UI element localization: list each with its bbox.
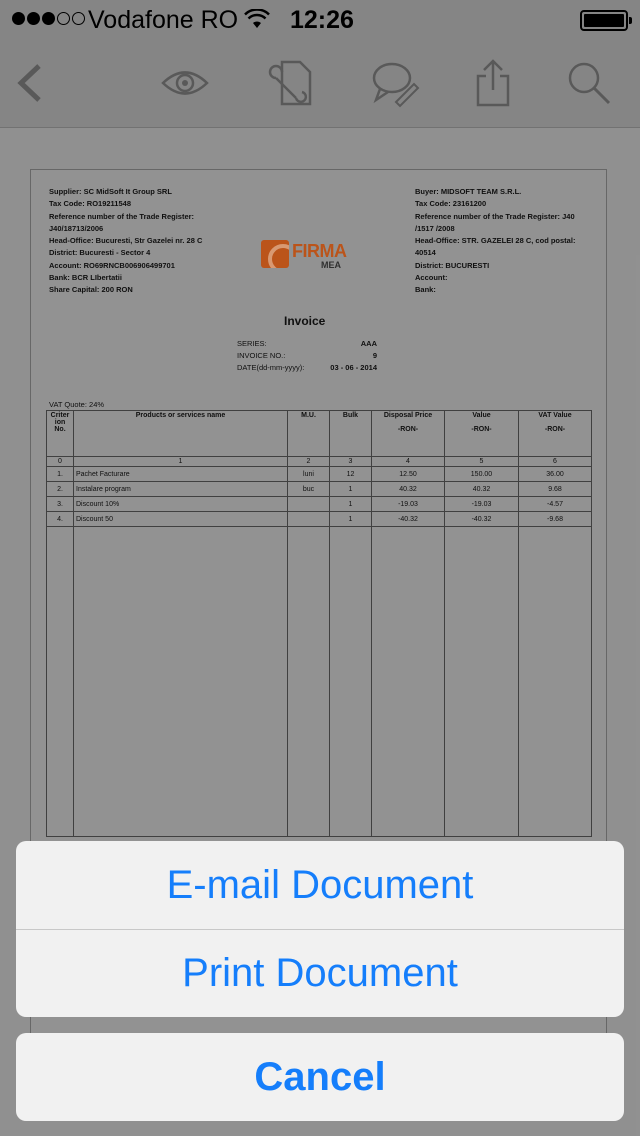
- table-row: 1. Pachet Facturare luni 12 12.50 150.00 36.00: [47, 467, 592, 482]
- clock-time: 12:26: [290, 6, 354, 34]
- invoice-title: Invoice: [284, 314, 326, 328]
- col-header: Criter ion No.: [47, 411, 74, 457]
- company-logo: FIRMA MEA: [261, 240, 351, 274]
- email-document-button[interactable]: E-mail Document: [166, 862, 474, 907]
- print-document-button[interactable]: Print Document: [16, 929, 624, 1017]
- invoice-meta: SERIES: AAA INVOICE NO.: 9 DATE(dd-mm-yyyy): 03 - 06 - 2014: [237, 339, 377, 372]
- vat-quote: VAT Quote: 24%: [49, 400, 105, 409]
- col-header: Products or services name: [74, 411, 288, 457]
- table-row: 3. Discount 10% 1 -19.03 -19.03 -4.57: [47, 497, 592, 512]
- cancel-button[interactable]: Cancel: [16, 1033, 624, 1121]
- col-header: VAT Value -RON-: [519, 411, 592, 457]
- carrier-name: Vodafone RO: [88, 6, 239, 34]
- action-sheet: [16, 841, 624, 1017]
- table-row: 2. Instalare program buc 1 40.32 40.32 9.68: [47, 482, 592, 497]
- table-row: 4. Discount 50 1 -40.32 -40.32 -9.68: [47, 512, 592, 527]
- buyer-block: Buyer: MIDSOFT TEAM S.R.L. Tax Code: 23161200 Reference number of the Trade Register: J40 /1517 /2008 Head-Office: STR. GAZELEI 28 C, cod postal: 40514 District: BUCURESTI Account: Bank:: [415, 187, 576, 295]
- col-header: Bulk: [330, 411, 372, 457]
- index-row: 0 1 2 3 4 5 6: [47, 457, 592, 467]
- col-header: Disposal Price -RON-: [372, 411, 445, 457]
- supplier-block: Supplier: SC MidSoft It Group SRL Tax Code: RO19211548 Reference number of the Trade Register: J40/18713/2006 Head-Office: Bucuresti, Str Gazelei nr. 28 C District: Bucuresti - Sector 4 Account: RO69RNCB006906499701 Bank: BCR LIbertatii Share Capital: 200 RON: [49, 187, 203, 295]
- col-header: M.U.: [288, 411, 330, 457]
- col-header: Value -RON-: [445, 411, 519, 457]
